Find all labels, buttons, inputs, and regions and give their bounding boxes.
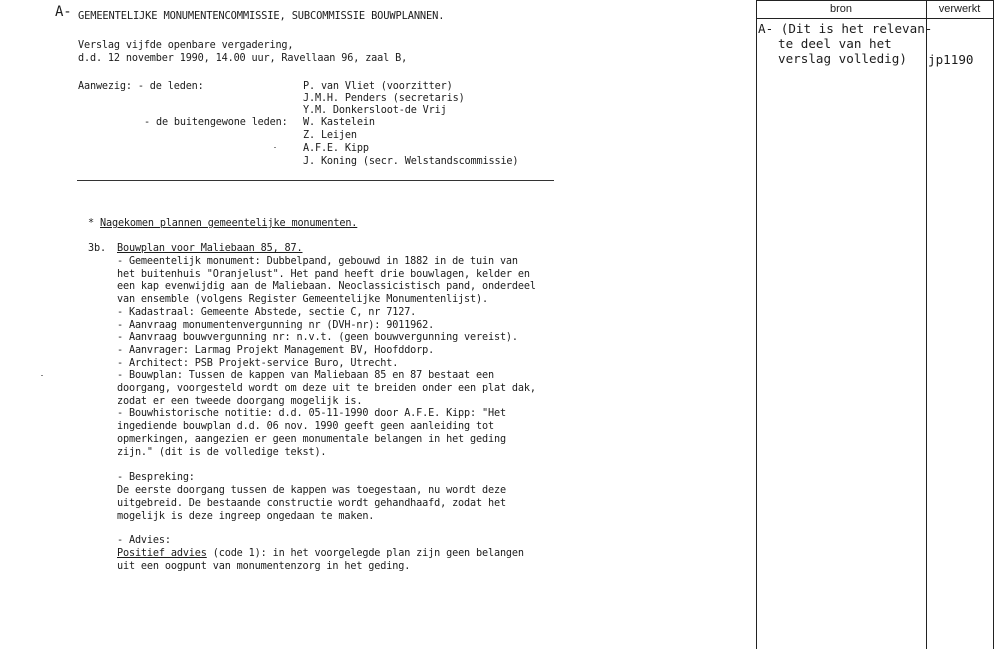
column-header-verwerkt: verwerkt [938,3,981,15]
member-3: Y.M. Donkersloot-de Vrij [303,105,447,116]
item-line: - Aanvraag bouwvergunning nr: n.v.t. (geen bouwvergunning vereist). [117,332,518,344]
item-line: een kap evenwijdig aan de Maliebaan. Neoclassicistisch pand, onderdeel [117,281,536,293]
bron-note-line-2: te deel van het [778,36,892,51]
intro-line-1: Verslag vijfde openbare vergadering, [78,40,294,51]
section-marker: A- [55,4,72,20]
bron-note-line-1: A- (Dit is het relevan- [758,21,933,36]
extra-member-1: W. Kastelein [303,117,375,128]
bespreking-line-3: mogelijk is deze ingreep ongedaan te maken. [117,511,375,522]
extra-member-3: A.F.E. Kipp [303,143,369,154]
horizontal-rule [77,180,554,181]
document-header: GEMEENTELIJKE MONUMENTENCOMMISSIE, SUBCOMMISSIE BOUWPLANNEN. [78,10,445,22]
section-bullet: * [88,218,94,229]
extra-member-4: J. Koning (secr. Welstandscommissie) [303,156,519,167]
item-line: opmerkingen, aangezien er geen monumentale belangen in het geding [117,433,506,445]
item-line: zijn." (dit is de volledige tekst). [117,446,327,458]
item-line: - Bouwhistorische notitie: d.d. 05-11-1990 door A.F.E. Kipp: "Het [117,408,506,420]
extra-members-label: - de buitengewone leden: [144,117,288,128]
advies-line-1-rest: (code 1): in het voorgelegde plan zijn geen belangen [206,548,524,559]
section-title: Nagekomen plannen gemeentelijke monumenten. [100,218,358,229]
margin-top-border [756,0,994,1]
extra-member-2: Z. Leijen [303,130,357,141]
item-line: van ensemble (volgens Register Gemeentelijke Monumentenlijst). [117,294,488,306]
scan-speck [274,147,276,148]
advies-label: - Advies: [117,535,171,546]
item-line: doorgang, voorgesteld wordt om deze uit te breiden onder een plat dak, [117,383,536,394]
column-header-bron: bron [829,3,853,15]
item-line: - Aanvrager: Larmag Projekt Management BV, Hoofddorp. [117,344,435,356]
advies-line-1 [117,548,524,560]
attendance-label: Aanwezig: - de leden: [78,81,204,92]
member-2: J.M.H. Penders (secretaris) [303,93,465,104]
member-1: P. van Vliet (voorzitter) [303,81,453,92]
scan-speck [41,375,43,376]
item-line: - Kadastraal: Gemeente Abstede, sectie C, nr 7127. [117,306,417,318]
item-line: - Aanvraag monumentenvergunning nr (DVH-nr): 9011962. [117,319,435,331]
item-line: - Gemeentelijk monument: Dubbelpand, gebouwd in 1882 in de tuin van [117,256,518,267]
advies-verdict: Positief advies [117,548,207,559]
item-line: zodat er een tweede doorgang mogelijk is. [117,395,363,407]
bespreking-label: - Bespreking: [117,472,195,483]
bespreking-line-2: uitgebreid. De bestaande constructie wordt gehandhaafd, zodat het [117,498,506,509]
margin-column-divider [926,0,927,649]
item-line: het buitenhuis "Oranjelust". Het pand heeft drie bouwlagen, kelder en [117,268,530,280]
bespreking-line-1: De eerste doorgang tussen de kappen was toegestaan, nu wordt deze [117,485,506,496]
verwerkt-value: jp1190 [928,52,974,67]
item-line: - Bouwplan: Tussen de kappen van Maliebaan 85 en 87 bestaat een [117,370,494,382]
advies-line-2: uit een oogpunt van monumentenzorg in het geding. [117,561,411,572]
margin-right-border [993,0,994,649]
margin-left-border [756,0,757,649]
intro-line-2: d.d. 12 november 1990, 14.00 uur, Ravellaan 96, zaal B, [78,53,408,64]
item-number: 3b. [88,243,106,254]
item-line: - Architect: PSB Projekt-service Buro, Utrecht. [117,357,399,369]
margin-header-rule [756,18,994,19]
item-line: ingediende bouwplan d.d. 06 nov. 1990 geeft geen aanleiding tot [117,421,494,433]
bron-note-line-3: verslag volledig) [778,51,907,66]
item-title: Bouwplan voor Maliebaan 85, 87. [117,243,303,254]
